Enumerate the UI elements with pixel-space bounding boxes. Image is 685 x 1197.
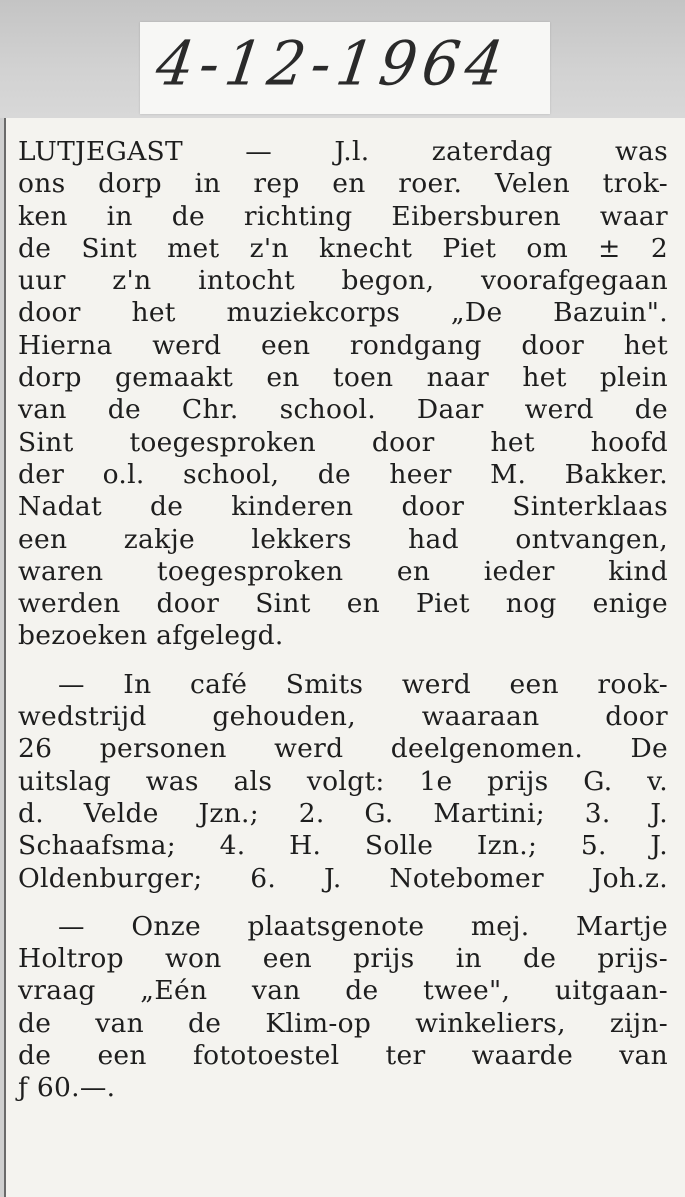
handwritten-date: 4-12-1964 — [151, 28, 514, 100]
paragraph-sinterklaas — [18, 136, 668, 653]
text-line: d. Velde Jzn.; 2. G. Martini; 3. J. — [18, 797, 668, 829]
paragraph-gap — [18, 653, 668, 669]
text-line: de Sint met z'n knecht Piet om ± 2 — [18, 232, 668, 264]
text-line: waren toegesproken en ieder kind — [18, 555, 668, 587]
text-line: de een fototoestel ter waarde van — [18, 1040, 668, 1072]
text-line: 26 personen werd deelgenomen. De — [18, 733, 668, 765]
text-line: — Onze plaatsgenote mej. Martje — [58, 910, 668, 942]
text-line: Hierna werd een rondgang door het — [18, 329, 668, 361]
text-line: Sint toegesproken door het hoofd — [18, 426, 668, 458]
text-line: door het muziekcorps „De Bazuin". — [18, 297, 668, 329]
text-line: der o.l. school, de heer M. Bakker. — [18, 458, 668, 490]
text-line: Schaafsma; 4. H. Solle Izn.; 5. J. — [18, 830, 668, 862]
text-line: — In café Smits werd een rook- — [58, 668, 668, 700]
text-line: Oldenburger; 6. J. Notebomer Joh.z. — [18, 862, 668, 894]
text-line: uur z'n intocht begon, voorafgegaan — [18, 265, 668, 297]
newspaper-clipping — [4, 118, 685, 1197]
text-line: ken in de richting Eibersburen waar — [18, 200, 668, 232]
paragraph-rookwedstrijd — [18, 669, 668, 895]
text-line: werden door Sint en Piet nog enige — [18, 588, 668, 620]
text-line: een zakje lekkers had ontvangen, — [18, 523, 668, 555]
text-line: bezoeken afgelegd. — [18, 620, 284, 652]
text-line: uitslag was als volgt: 1e prijs G. v. — [18, 765, 668, 797]
date-label — [140, 22, 550, 114]
text-line: dorp gemaakt en toen naar het plein — [18, 362, 668, 394]
text-line: van de Chr. school. Daar werd de — [18, 394, 668, 426]
text-line: Nadat de kinderen door Sinterklaas — [18, 491, 668, 523]
text-line: wedstrijd gehouden, waaraan door — [18, 701, 668, 733]
text-line: de van de Klim-op winkeliers, zijn- — [18, 1007, 668, 1039]
text-line: ƒ 60.—. — [18, 1072, 116, 1104]
text-line: Holtrop won een prijs in de prijs- — [18, 943, 668, 975]
text-line: ons dorp in rep en roer. Velen trok- — [18, 168, 668, 200]
paragraph-prijsvraag — [18, 911, 668, 1105]
text-line: vraag „Eén van de twee", uitgaan- — [18, 975, 668, 1007]
text-line: LUTJEGAST — J.l. zaterdag was — [18, 136, 668, 167]
article-column — [18, 136, 668, 1105]
paragraph-gap — [18, 895, 668, 911]
